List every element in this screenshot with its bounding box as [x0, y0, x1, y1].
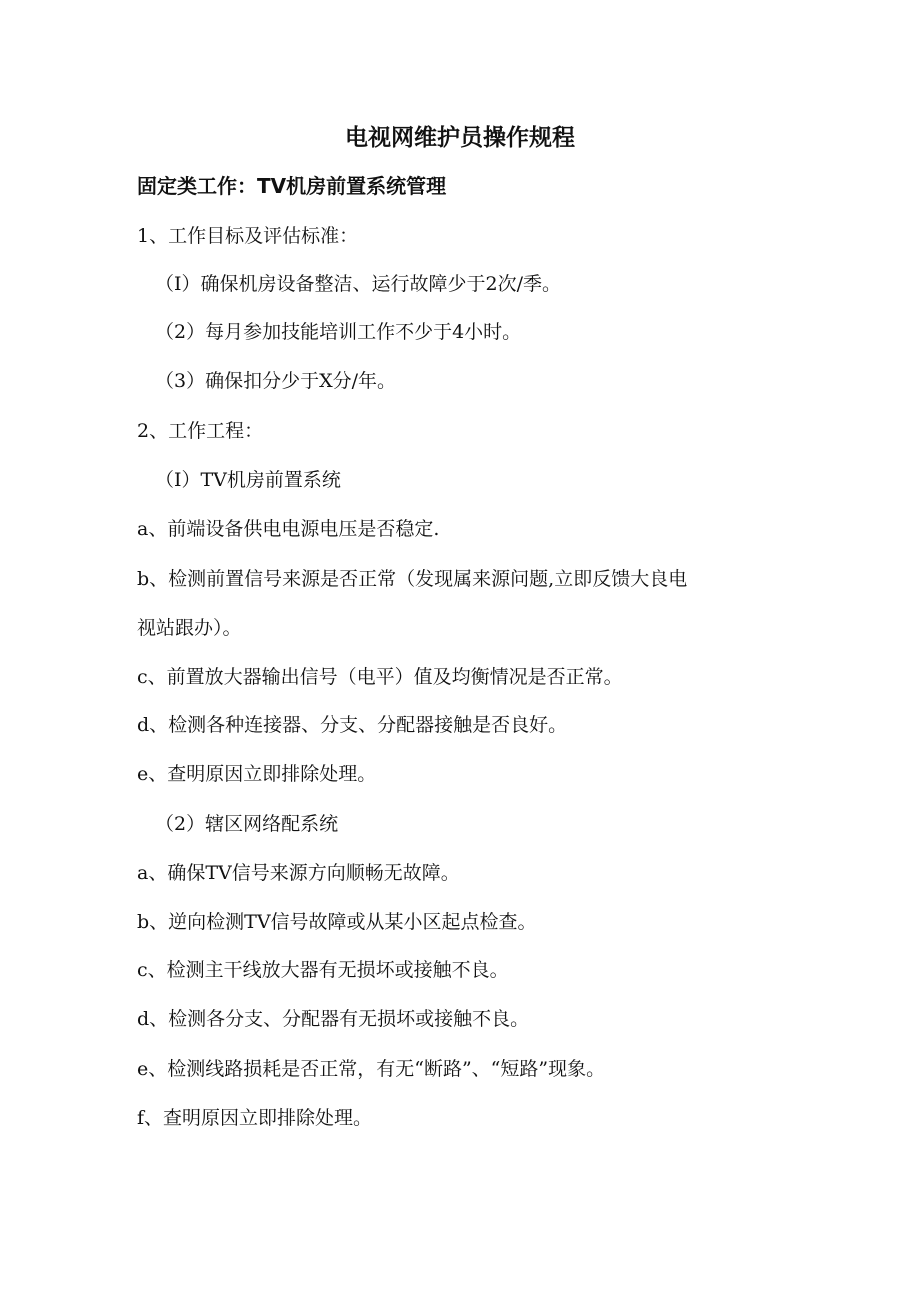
text-line-13: （2）辖区网络配系统: [155, 813, 339, 835]
text-line-17: d、检测各分支、分配器有无损坏或接触不良。: [137, 1008, 530, 1030]
text-line-8: b、检测前置信号来源是否正常（发现属来源问题,立即反馈大良电: [137, 568, 688, 590]
text-line-6: （I）TV机房前置系统: [155, 469, 341, 491]
text-line-7: a、前端设备供电电源电压是否稳定.: [137, 518, 440, 540]
text-line-16: c、检测主干线放大器有无损坏或接触不良。: [137, 959, 509, 981]
text-line-14: a、确保TV信号来源方向顺畅无故障。: [137, 862, 460, 884]
text-line-12: e、查明原因立即排除处理。: [137, 763, 377, 785]
text-line-2: （I）确保机房设备整洁、运行故障少于2次/季。: [155, 273, 561, 295]
text-line-4: （3）确保扣分少于X分/年。: [155, 370, 397, 392]
text-line-5: 2、工作工程：: [137, 420, 264, 442]
section-heading: 固定类工作：TV机房前置系统管理: [137, 174, 447, 198]
text-line-15: b、逆向检测TV信号故障或从某小区起点检查。: [137, 911, 537, 933]
text-line-10: c、前置放大器输出信号（电平）值及均衡情况是否正常。: [137, 666, 623, 688]
text-line-9: 视站跟办）。: [137, 617, 242, 639]
text-line-3: （2）每月参加技能培训工作不少于4小时。: [155, 321, 522, 343]
document-title: 电视网维护员操作规程: [345, 125, 575, 151]
text-line-1: 1、工作目标及评估标准：: [137, 225, 359, 247]
text-line-11: d、检测各种连接器、分支、分配器接触是否良好。: [137, 714, 568, 736]
text-line-19: f、查明原因立即排除处理。: [137, 1107, 373, 1129]
text-line-18: e、检测线路损耗是否正常，有无“断路”、“短路”现象。: [137, 1058, 606, 1080]
